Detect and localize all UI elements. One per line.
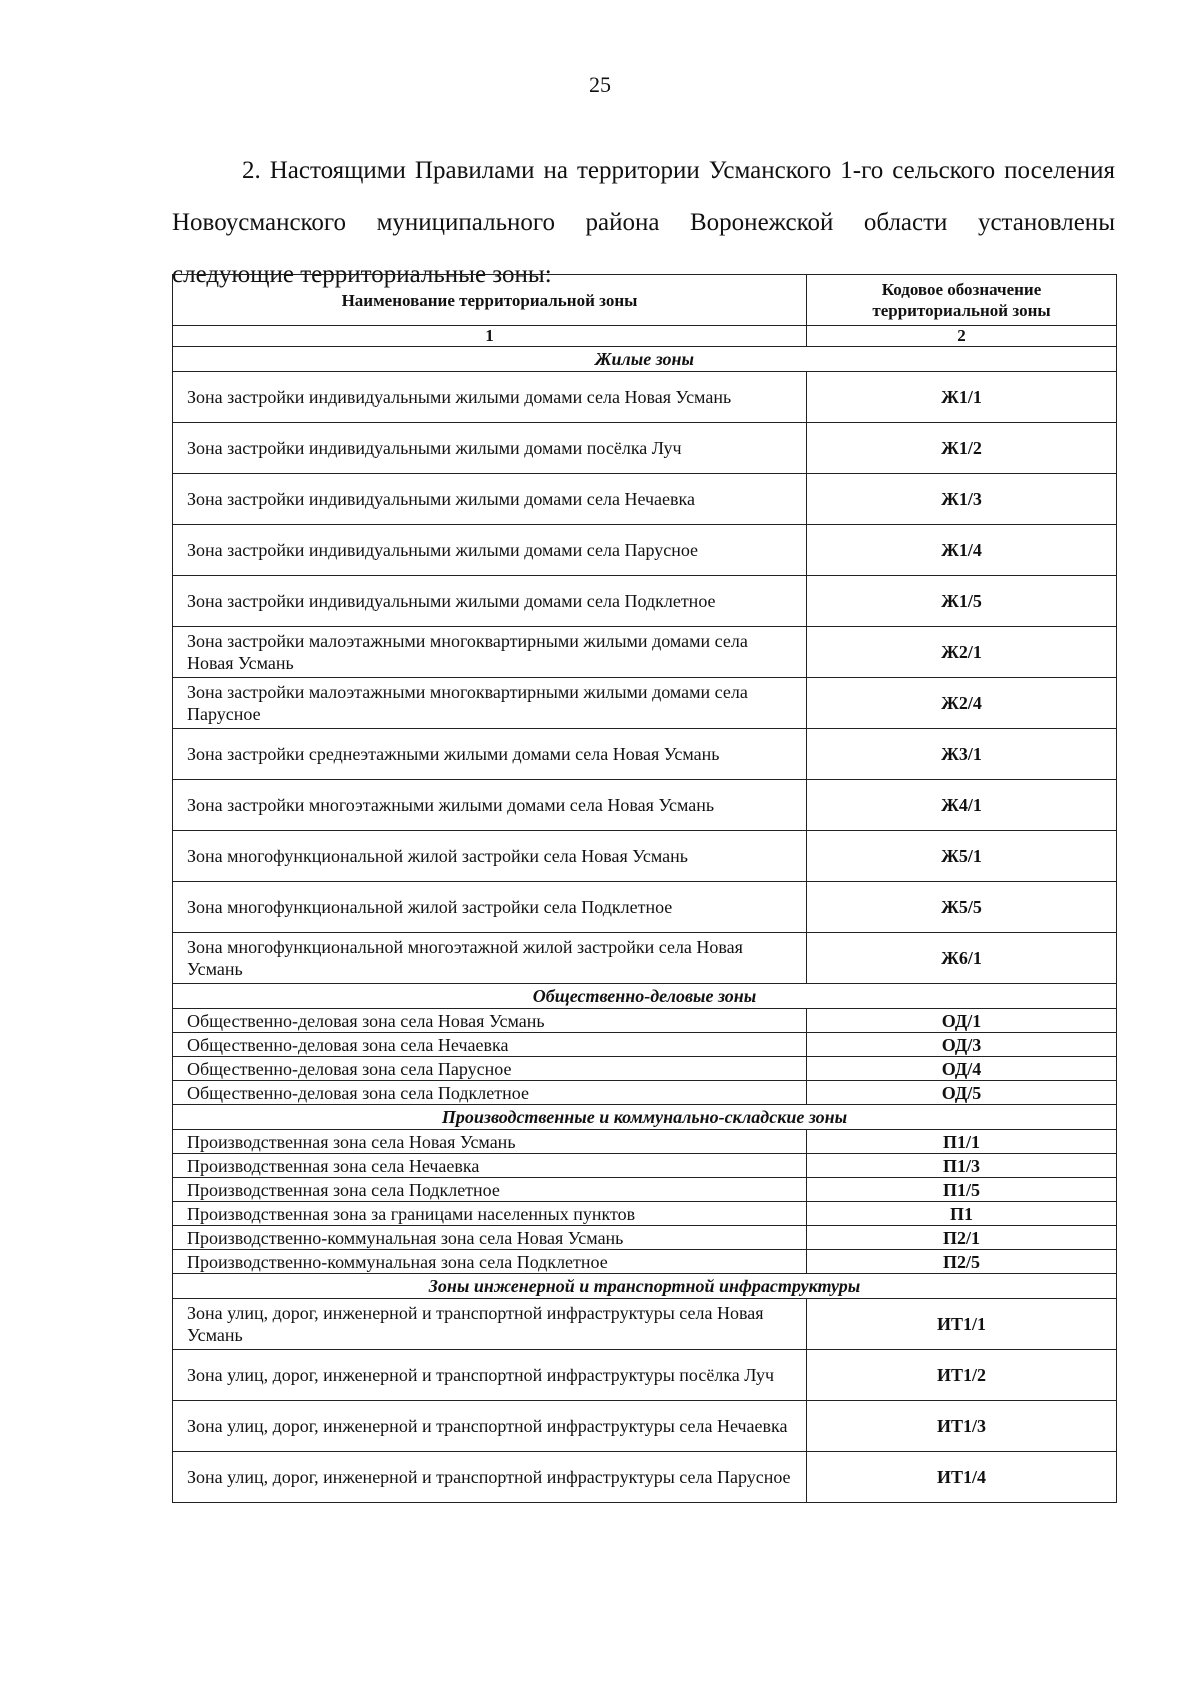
column-number-1: 1	[173, 326, 807, 347]
section-title: Зоны инженерной и транспортной инфраструктуры	[173, 1274, 1117, 1299]
column-number-row	[173, 326, 1117, 347]
table-row	[173, 1154, 1117, 1178]
zone-name-cell: Производственная зона за границами населенных пунктов	[173, 1202, 807, 1226]
intro-text: 2. Настоящими Правилами на территории Усманского 1-го сельского поселения Новоусманского муниципального района Воронежской области установлены следующие территориальные зоны:	[172, 157, 1115, 288]
zone-code-cell: ОД/4	[807, 1057, 1117, 1081]
table-row	[173, 1202, 1117, 1226]
zone-code-cell: Ж5/5	[807, 882, 1117, 933]
table-row	[173, 1057, 1117, 1081]
zone-code-cell: ИТ1/4	[807, 1452, 1117, 1503]
table-row	[173, 525, 1117, 576]
zone-name-cell: Общественно-деловая зона села Парусное	[173, 1057, 807, 1081]
zone-code-cell: Ж5/1	[807, 831, 1117, 882]
zone-name-cell: Зона застройки индивидуальными жилыми домами села Подклетное	[173, 576, 807, 627]
zone-code-cell: ОД/3	[807, 1033, 1117, 1057]
header-zone-code: Кодовое обозначение территориальной зоны	[807, 275, 1117, 326]
zone-name-cell: Зона застройки индивидуальными жилыми домами посёлка Луч	[173, 423, 807, 474]
zone-code-cell: ИТ1/1	[807, 1299, 1117, 1350]
zone-code-cell: Ж1/3	[807, 474, 1117, 525]
section-row	[173, 347, 1117, 372]
table-header-row	[173, 275, 1117, 326]
table-row	[173, 627, 1117, 678]
zone-name-cell: Зона многофункциональной жилой застройки села Новая Усмань	[173, 831, 807, 882]
zone-name-cell: Производственная зона села Нечаевка	[173, 1154, 807, 1178]
table-row	[173, 576, 1117, 627]
zone-name-cell: Зона улиц, дорог, инженерной и транспортной инфраструктуры села Нечаевка	[173, 1401, 807, 1452]
zone-code-cell: ИТ1/3	[807, 1401, 1117, 1452]
zone-name-cell: Общественно-деловая зона села Новая Усмань	[173, 1009, 807, 1033]
zones-table-body	[173, 326, 1117, 1503]
table-row	[173, 372, 1117, 423]
table-row	[173, 1452, 1117, 1503]
table-row	[173, 678, 1117, 729]
zone-code-cell: П1/3	[807, 1154, 1117, 1178]
zone-name-cell: Зона застройки среднеэтажными жилыми домами села Новая Усмань	[173, 729, 807, 780]
zone-name-cell: Зона застройки малоэтажными многоквартирными жилыми домами села Новая Усмань	[173, 627, 807, 678]
zone-name-cell: Производственная зона села Новая Усмань	[173, 1130, 807, 1154]
table-row	[173, 474, 1117, 525]
zone-name-cell: Зона застройки многоэтажными жилыми домами села Новая Усмань	[173, 780, 807, 831]
section-row	[173, 1274, 1117, 1299]
zone-code-cell: Ж2/4	[807, 678, 1117, 729]
zone-code-cell: П1	[807, 1202, 1117, 1226]
zone-code-cell: ОД/1	[807, 1009, 1117, 1033]
zone-name-cell: Зона многофункциональной жилой застройки села Подклетное	[173, 882, 807, 933]
table-row	[173, 933, 1117, 984]
zone-code-cell: Ж1/1	[807, 372, 1117, 423]
zone-code-cell: Ж1/4	[807, 525, 1117, 576]
table-row	[173, 780, 1117, 831]
zone-name-cell: Зона застройки индивидуальными жилыми домами села Нечаевка	[173, 474, 807, 525]
zone-code-cell: П1/1	[807, 1130, 1117, 1154]
zone-code-cell: Ж1/5	[807, 576, 1117, 627]
zone-name-cell: Зона улиц, дорог, инженерной и транспортной инфраструктуры посёлка Луч	[173, 1350, 807, 1401]
zone-name-cell: Зона многофункциональной многоэтажной жилой застройки села Новая Усмань	[173, 933, 807, 984]
table-row	[173, 1350, 1117, 1401]
table-row	[173, 729, 1117, 780]
table-row	[173, 1033, 1117, 1057]
table-row	[173, 1226, 1117, 1250]
table-row	[173, 1299, 1117, 1350]
zone-code-cell: Ж1/2	[807, 423, 1117, 474]
zone-name-cell: Зона улиц, дорог, инженерной и транспортной инфраструктуры села Парусное	[173, 1452, 807, 1503]
zone-name-cell: Производственная зона села Подклетное	[173, 1178, 807, 1202]
zone-name-cell: Зона застройки индивидуальными жилыми домами села Новая Усмань	[173, 372, 807, 423]
zone-code-cell: Ж6/1	[807, 933, 1117, 984]
table-row	[173, 1009, 1117, 1033]
table-row	[173, 1081, 1117, 1105]
zone-code-cell: Ж2/1	[807, 627, 1117, 678]
table-row	[173, 1178, 1117, 1202]
header-zone-name: Наименование территориальной зоны	[173, 275, 807, 326]
section-row	[173, 1105, 1117, 1130]
zone-name-cell: Зона застройки индивидуальными жилыми домами села Парусное	[173, 525, 807, 576]
table-row	[173, 1401, 1117, 1452]
table-row	[173, 1130, 1117, 1154]
zone-name-cell: Зона улиц, дорог, инженерной и транспортной инфраструктуры села Новая Усмань	[173, 1299, 807, 1350]
column-number-2: 2	[807, 326, 1117, 347]
zone-code-cell: П2/5	[807, 1250, 1117, 1274]
page-number: 25	[589, 72, 611, 97]
zones-table	[172, 274, 1117, 1503]
zone-code-cell: П2/1	[807, 1226, 1117, 1250]
zone-name-cell: Производственно-коммунальная зона села Новая Усмань	[173, 1226, 807, 1250]
section-title: Жилые зоны	[173, 347, 1117, 372]
zone-code-cell: Ж3/1	[807, 729, 1117, 780]
section-row	[173, 984, 1117, 1009]
zone-code-cell: ИТ1/2	[807, 1350, 1117, 1401]
zone-code-cell: П1/5	[807, 1178, 1117, 1202]
zone-name-cell: Общественно-деловая зона села Подклетное	[173, 1081, 807, 1105]
section-title: Производственные и коммунально-складские зоны	[173, 1105, 1117, 1130]
table-row	[173, 882, 1117, 933]
table-row	[173, 831, 1117, 882]
zone-name-cell: Зона застройки малоэтажными многоквартирными жилыми домами села Парусное	[173, 678, 807, 729]
table-row	[173, 1250, 1117, 1274]
section-title: Общественно-деловые зоны	[173, 984, 1117, 1009]
zone-code-cell: ОД/5	[807, 1081, 1117, 1105]
zone-name-cell: Производственно-коммунальная зона села Подклетное	[173, 1250, 807, 1274]
zone-code-cell: Ж4/1	[807, 780, 1117, 831]
table-row	[173, 423, 1117, 474]
zone-name-cell: Общественно-деловая зона села Нечаевка	[173, 1033, 807, 1057]
